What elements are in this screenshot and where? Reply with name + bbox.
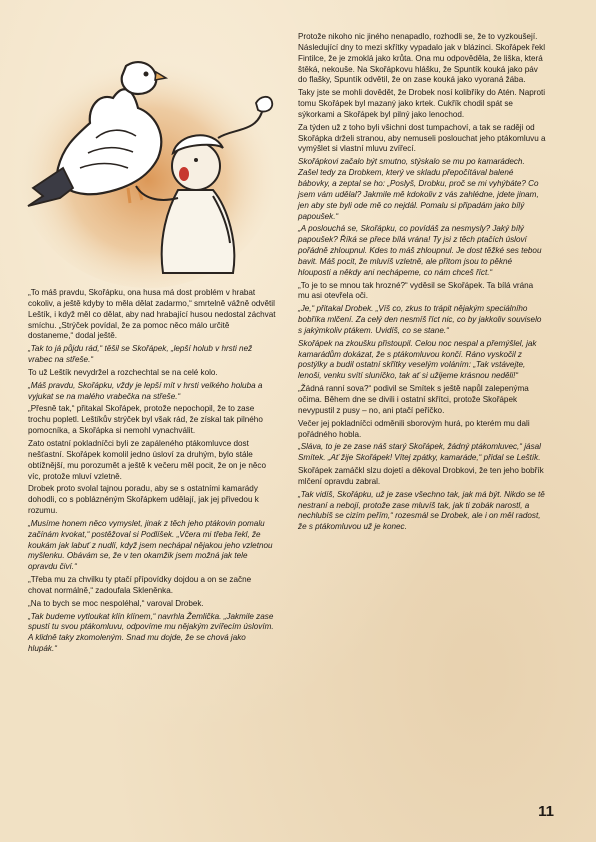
paragraph: „Tak vidíš, Skořápku, už je zase všechno tak, jak má být. Nikdo se tě nestraní a nebojí, protože zase mluvíš tak, jak ti zobák narostl, a nechlubíš se cizím peřím,“ rozesmál se Drobek, ale i on měl radost, že s ptákomluvou už je konec. — [298, 489, 545, 532]
paragraph: Drobek proto svolal tajnou poradu, aby se s ostatními kamarády dohodli, co s pobláznéným Skořápkem udělají, jak jej přivedou k rozumu. — [28, 484, 259, 516]
paragraph: „Tak to já půjdu rád,“ těšil se Skořápek, „lepší holub v hrsti než vrabec na střeše.“ — [28, 344, 253, 365]
paragraph: „Máš pravdu, Skořápku, vždy je lepší mít v hrsti velkého holuba a vyjukat se na malého vrabečka na střeše.“ — [28, 380, 263, 401]
paragraph: „Žádná ranní sova?“ podivil se Smítek s ještě napůl zalepenýma očima. Během dne se divili i ostatní skřítci, protože Skořápek nevypustil z pusy – no, ani ptačí peříčko. — [298, 384, 529, 415]
paragraph: Za týden už z toho byli všichni dost tumpachoví, a tak se raději od Skořápka drželi stranou, aby nemuseli poslouchat jeho ptákomluvu a vymýšlet si vlastní mluvu zvířecí. — [298, 122, 546, 154]
paragraph: Zato ostatní pokladníčci byli ze zapáleného ptákomluvce dost nešťastní. Skořápek komolil jedno úsloví za druhým, bylo stále obtížnější, mu porozumět a ještě k večeru měl pocit, že on je něco víc, protože mluví vzletně. — [28, 438, 267, 481]
right-text-column — [298, 32, 546, 535]
paragraph: Protože nikoho nic jiného nenapadlo, rozhodli se, že to vyzkoušejí. Následující dny to mezi skřítky vypadalo jak v blázinci. Skořápek řekl Fintilce, že je zmoklá jako krůta. Ona mu odpověděla, že liška, která štěká, nekouše. Na Skořápkovu hlášku, že Spuntík kouká jako páv do flašky, Spuntík odvětil, že on zase kouká jako vyoraná žába. — [298, 32, 546, 85]
paragraph: Skořápek na zkoušku přistoupil. Celou noc nespal a přemýšlel, jak kamarádům dokázat, že s ptákomluvou končí. Ráno vyskočil z postýlky a budil ostatní skřítky veselým voláním: „Tak vstávejte, lenoši, venku svítí sluníčko, tak ať si užijeme krásnou neděli!“ — [298, 338, 537, 381]
page-number: 11 — [538, 803, 554, 820]
paragraph: „To máš pravdu, Skořápku, ona husa má dost problém v hrabat cokoliv, a ještě kdyby to měla dělat zadarmo,“ smrtelně vážně odvětil Leštík, i když měl co dělat, aby nad hrabající husou nedostal záchvat smíchu. „Strýček povídal, že za pomoc něco málo určitě dostaneme,“ dodal ještě. — [28, 288, 276, 341]
paragraph: Skořápek zamáčkl slzu dojetí a děkoval Drobkovi, že ten jeho bobřík mlčení opravdu zabral. — [298, 466, 544, 486]
paragraph: „Na to bych se moc nespoléhal,“ varoval Drobek. — [28, 598, 204, 608]
paragraph: „Je,“ přitakal Drobek. „Víš co, zkus to trápit nějakým speciálního bobříka mlčení. Za celý den nesmíš říct nic, co by jakkoliv souviselo s jakýmkoliv ptákem. Uvidíš, co se stane.“ — [298, 304, 542, 335]
paragraph: Večer jej pokladníčci odměnili sborovým hurá, po kterém mu dali pořádného hobla. — [298, 418, 530, 439]
pigeon-illustration — [18, 28, 288, 288]
left-text-column — [28, 288, 276, 657]
paragraph: Taky jste se mohli dovědět, že Drobek nosí kolibříky do Atén. Naproti tomu Skořápek byl mazaný jako krtek. Cukřík chodil spát se sýkorkami a Skořápek byl pilný jako lenochod. — [298, 88, 546, 119]
paragraph: „Tak budeme vytloukat klín klínem,“ navrhla Žemlička. „Jakmile zase spustí tu svou ptákomluvu, odpovíme mu nějakým zvířecím úslovím. A klidně taky zkomoleným. Snad mu dojde, že se chová jako hlupák.“ — [28, 611, 274, 654]
paragraph: „Přesně tak,“ přitakal Skořápek, protože nepochopil, že to zase trochu popletl. Leštíkův strýček byl však rád, že získal tak pilného pomocníka, a Skořápka si nemohl vynachválit. — [28, 404, 263, 436]
paragraph: „A poslouchá se, Skořápku, co povídáš za nesmysly? Jaký bílý papoušek? Říká se přece bílá vrána! Ty jsi z těch ptačích úsloví pořádně zhloupnul. Kdes to máš zhloupnul. Je dost těžké ses tebou bavit. Máš pocit, že mluvíš vzletně, ale přitom jsou to pěkné hlouposti a někdy ani nechápeme, co nám chceš říct.“ — [298, 224, 542, 277]
paragraph: „Sláva, to je ze zase náš starý Skořápek, žádný ptákomluvec,“ jásal Smítek. „Ať žije Skořápek! Vítej zpátky, kamaráde,“ přidal se Leštík. — [298, 442, 541, 463]
paragraph: Skořápkovi začalo být smutno, stýskalo se mu po kamarádech. Zašel tedy za Drobkem, který ve skladu přepočítával balené bábovky, a zeptal se ho: „Poslyš, Drobku, proč se mi vyhýbáte? Co jsem vám udělal? Jakmile mě kdokoliv z vás zahlédne, jdete jinam, jen aby ste byli ode mě co nejdál. Pomalu si připadám jako bílý papoušek.“ — [298, 157, 539, 221]
paragraph: „Musíme honem něco vymyslet, jinak z těch jeho ptákovin pomalu začínám kvokat,“ postěžoval si Podlíšek. „Včera mi třeba řekl, že koukám jak labuť z nudlí, když jsem nechápal nějakou jeho vzletnou myšlenku. Obávám se, že v ten okamžik jsem možná jak tele opravdu čiví.“ — [28, 518, 273, 572]
paragraph: To už Leštík nevydržel a rozchechtal se na celé kolo. — [28, 367, 218, 377]
paragraph: „To je to se mnou tak hrozné?“ vyděsil se Skořápek. Ta bílá vrána mu asi otevřela oči. — [298, 280, 534, 301]
paragraph: „Třeba mu za chvilku ty ptačí přípovídky dojdou a on se začne chovat normálně,“ zadoufala Skleněnka. — [28, 575, 252, 595]
